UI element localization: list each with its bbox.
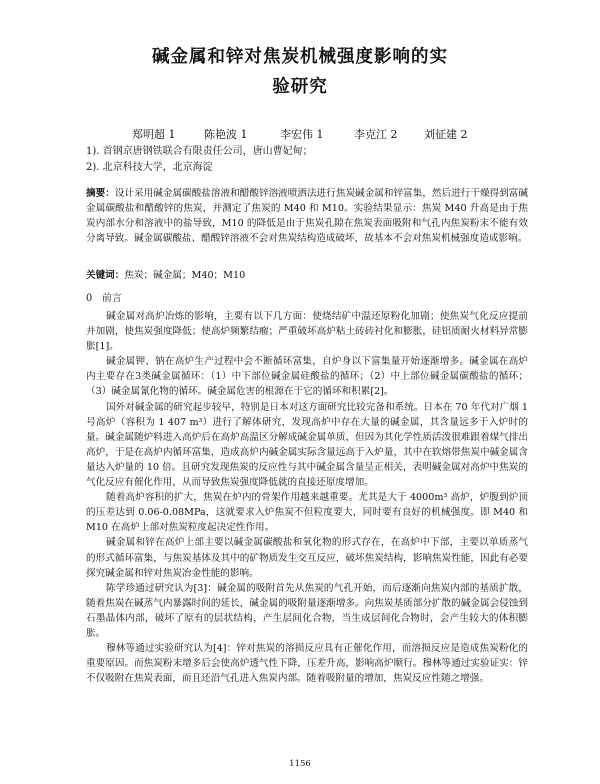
body-paragraph: 陈学珍通过研究认为[3]：碱金属的吸附首先从焦炭的气孔开始，而后逐渐向焦炭内部的基质扩散，随着焦炭在碱蒸气内暴露时间的延长，碱金属的吸附量逐渐增多。向焦炭基质部分扩散的碱金属会侵蚀到石墨晶体内部，破坏了原有的层状结构，产生层间化合物，当生成层间化合物时，会产生较大的体积膨胀。 [86,582,528,639]
affiliation-1: 1). 首钢京唐钢铁联合有限责任公司，唐山曹妃甸； [86,146,313,157]
abstract [86,186,528,246]
title-line-1: 碱金属和锌对焦炭机械强度影响的实 [152,47,448,67]
author-name: 李宏伟 1 [280,128,324,141]
keywords-text: 焦炭；碱金属；M40；M10 [124,270,246,281]
author-name: 陈艳波 1 [204,128,248,141]
body-paragraph: 国外对碱金属的研究起步较早，特别是日本对这方面研究比较完备和系统。日本在 70 年代对广烟 1 号高炉（容积为 1 407 m³）进行了解体研究，发现高炉中存在大量的碱金属，其含量远多于入炉时的量。碱金属随炉料进入高炉后在高炉高温区分解成碱金属单质，但因为其化学性质活泼很难跟着煤气排出高炉，于是在高炉内循环富集，造成高炉内碱金属实际含量远高于入炉量，其中在软熔带焦炭中碱金属含量达入炉量的 10 倍。且研究发现焦炭的反应性与其中碱金属含量呈正相关，表明碱金属对高炉中焦炭的气化反应有催化作用，从而导致焦炭强度降低就的直接还原度增加。 [86,401,528,489]
keywords-label: 关键词： [86,270,125,281]
section-heading: 0 前言 [86,293,122,304]
keywords [86,268,528,283]
body-paragraph: 穆林等通过实验研究认为[4]：锌对焦炭的溶损反应具有正催化作用，而溶损反应是造成焦炭粉化的重要原因。而焦炭粉末增多后会使高炉透气性下降，压差升高，影响高炉顺行。穆林等通过实验证实：锌不仅吸附在焦炭表面，而且还沿气孔进入焦炭内部。随着吸附量的增加，焦炭反应性随之增强。 [86,643,528,685]
body-paragraph: 碱金属和锌在高炉上部主要以碱金属碳酸盐和氧化物的形式存在，在高炉中下部，主要以单质蒸气的形式循环富集，与焦炭基体及其中的矿物质发生交互反应，破坏焦炭结构，影响焦炭性能，因此有必要探究碱金属和锌对焦炭冶金性能的影响。 [86,537,528,579]
page-number: 1156 [289,759,311,769]
body-paragraph: 碱金属钾、钠在高炉生产过程中会不断循环富集，自炉身以下富集量开始逐渐增多。碱金属在高炉内主要存在3类碱金属循环：（1）中下部位碱金属硅酸盐的循环；（2）中上部位碱金属碳酸盐的循环；（3）碱金属氰化物的循环。碱金属危害的根源在于它的循环和积累[2]。 [86,356,528,398]
author-name: 郑明超 1 [132,128,176,141]
body-paragraph: 碱金属对高炉冶炼的影响，主要有以下几方面：使烧结矿中温还原粉化加剧；使焦炭气化反应提前并加剧，使焦炭强度降低；使高炉频繁结瘤；严重破坏高炉粘土砖砖衬化和膨胀，硅铝质耐火材料异常膨胀[1]。 [86,311,528,353]
paper-title [100,42,500,102]
title-line-2: 验研究 [272,77,328,97]
affiliation-2: 2). 北京科技大学，北京海淀 [86,162,213,173]
author-name: 李克江 2 [354,128,398,141]
author-name: 刘征建 2 [424,128,468,141]
abstract-text: 设计采用碱金属碳酸盐溶液和醋酸锌溶液喷洒法进行焦炭碱金属和锌富集，然后进行干燥得到富碱金属碳酸盐和醋酸锌的焦炭，并测定了焦炭的 M40 和 M10。实验结果显示：焦炭 M40 升高是由于焦炭内部水分和溶液中的盐导致，M10 的降低是由于焦炭孔隙在焦炭表面吸附和气孔内焦炭粉末不能有效分离导致。碱金属碳酸盐、醋酸锌溶液不会对焦炭结构造成破坏，故基本不会对焦炭机械强度造成影响。 [86,188,528,245]
body-text [86,309,528,686]
abstract-label: 摘要： [86,188,115,199]
body-paragraph: 随着高炉容积的扩大，焦炭在炉内的骨架作用越来越重要。尤其是大于 4000m³ 高炉，炉腹到炉顶的压差达到 0.06-0.08MPa，这就要求入炉焦炭不但粒度要大，同时要有良好的机械强度。即 M40 和 M10 在高炉上部对焦炭粒度起决定性作用。 [86,492,528,534]
